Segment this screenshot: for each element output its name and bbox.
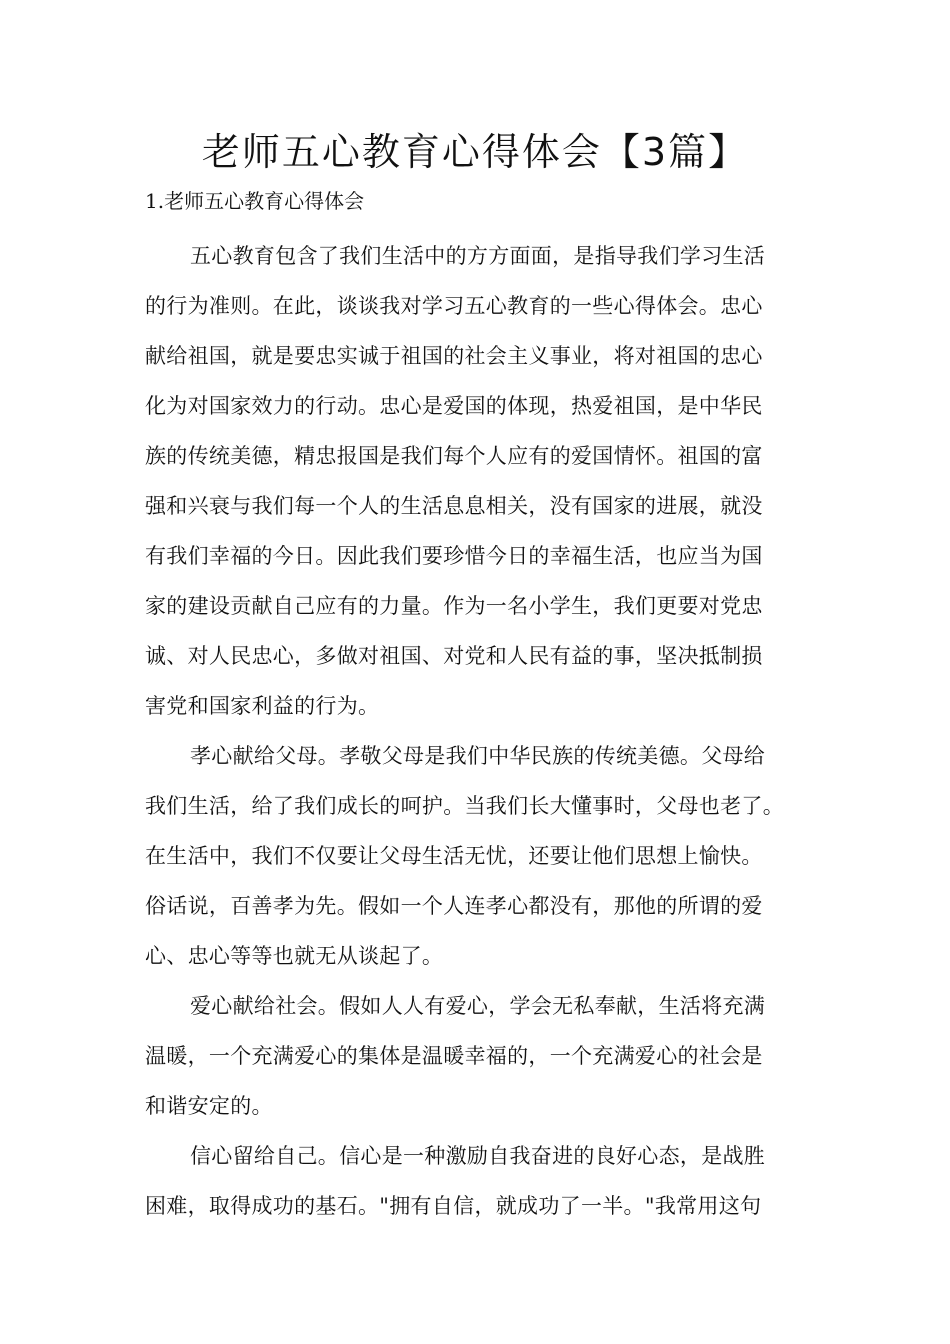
text-line: 困难，取得成功的基石。"拥有自信，就成功了一半。"我常用这句	[145, 1194, 762, 1218]
text-line: 五心教育包含了我们生活中的方方面面，是指导我们学习生活	[190, 244, 766, 268]
section-heading: 1.老师五心教育心得体会	[145, 189, 365, 213]
text-line: 族的传统美德，精忠报国是我们每个人应有的爱国情怀。祖国的富	[145, 444, 763, 468]
text-line: 我们生活，给了我们成长的呵护。当我们长大懂事时，父母也老了。	[145, 794, 784, 818]
text-line: 孝心献给父母。孝敬父母是我们中华民族的传统美德。父母给	[190, 744, 766, 768]
text-line: 俗话说，百善孝为先。假如一个人连孝心都没有，那他的所谓的爱	[145, 894, 763, 918]
paragraph-love	[145, 981, 815, 1131]
text-line: 信心留给自己。信心是一种激励自我奋进的良好心态，是战胜	[190, 1144, 766, 1168]
paragraph-confidence	[145, 1131, 815, 1231]
paragraph-loyalty	[145, 231, 815, 731]
text-line: 爱心献给社会。假如人人有爱心，学会无私奉献，生活将充满	[190, 994, 766, 1018]
text-line: 献给祖国，就是要忠实诚于祖国的社会主义事业，将对祖国的忠心	[145, 344, 763, 368]
text-line: 和谐安定的。	[145, 1094, 273, 1118]
text-line: 化为对国家效力的行动。忠心是爱国的体现，热爱祖国，是中华民	[145, 394, 763, 418]
text-line: 诚、对人民忠心，多做对祖国、对党和人民有益的事，坚决抵制损	[145, 644, 763, 668]
text-line: 有我们幸福的今日。因此我们要珍惜今日的幸福生活，也应当为国	[145, 544, 763, 568]
text-line: 强和兴衰与我们每一个人的生活息息相关，没有国家的进展，就没	[145, 494, 763, 518]
document-title: 老师五心教育心得体会【3篇】	[201, 130, 749, 174]
text-line: 害党和国家利益的行为。	[145, 694, 380, 718]
text-line: 家的建设贡献自己应有的力量。作为一名小学生，我们更要对党忠	[145, 594, 763, 618]
text-line: 的行为准则。在此，谈谈我对学习五心教育的一些心得体会。忠心	[145, 294, 763, 318]
document-body	[145, 231, 815, 1231]
text-line: 在生活中，我们不仅要让父母生活无忧，还要让他们思想上愉快。	[145, 844, 763, 868]
paragraph-filial-piety	[145, 731, 815, 981]
text-line: 心、忠心等等也就无从谈起了。	[145, 944, 444, 968]
text-line: 温暖，一个充满爱心的集体是温暖幸福的，一个充满爱心的社会是	[145, 1044, 763, 1068]
